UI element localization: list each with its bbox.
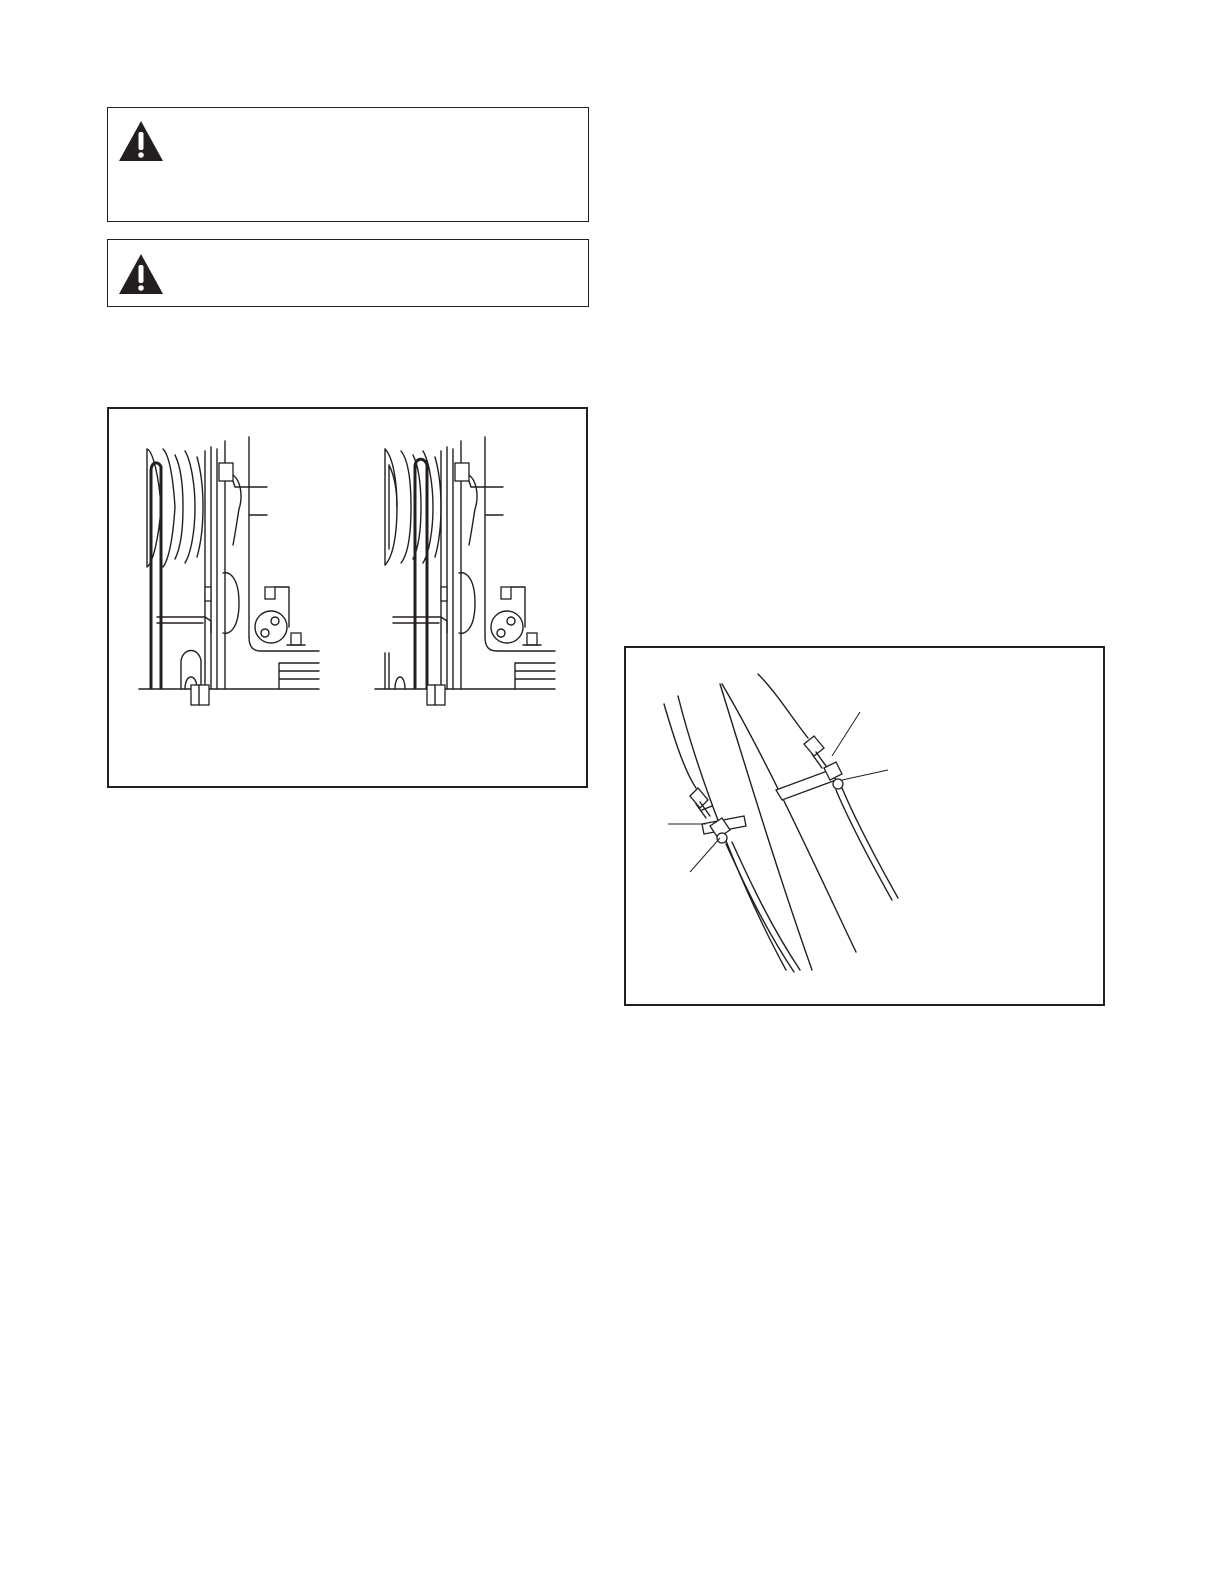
belt-guide-view-right bbox=[375, 437, 555, 705]
belt-guide-figure bbox=[107, 407, 588, 788]
belt-guide-illustration bbox=[109, 409, 586, 786]
warning-triangle-icon bbox=[117, 119, 165, 163]
belt-guide-view-left bbox=[139, 437, 319, 705]
warning-triangle-icon bbox=[117, 252, 165, 296]
warning-box-2 bbox=[107, 239, 589, 307]
cable-adjustment-figure bbox=[624, 646, 1105, 1006]
cable-adjustment-illustration bbox=[626, 648, 1103, 1004]
warning-box-1 bbox=[107, 107, 589, 222]
